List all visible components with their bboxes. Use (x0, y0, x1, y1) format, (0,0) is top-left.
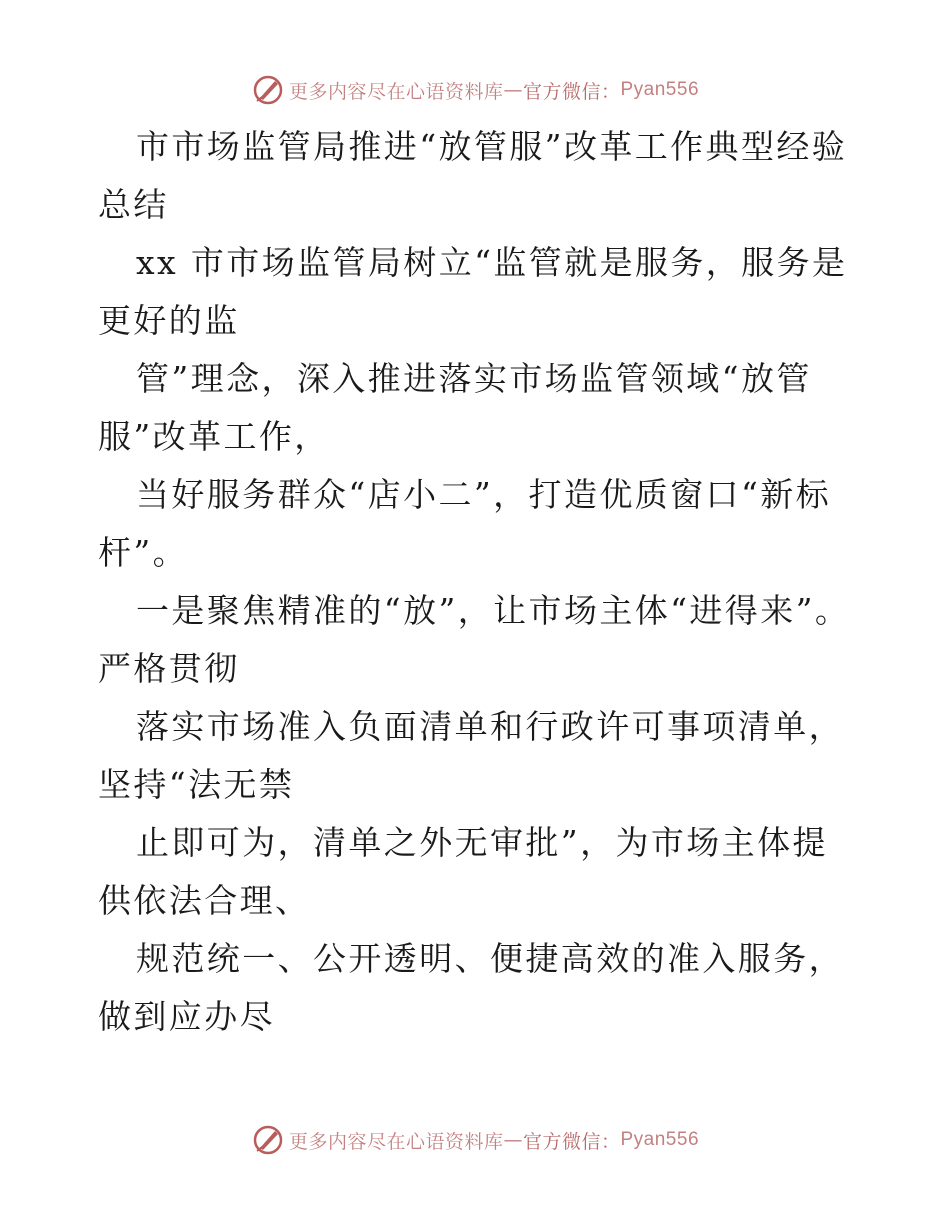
quill-logo-icon (251, 1123, 285, 1157)
watermark-account: Pyan556 (620, 1129, 700, 1150)
paragraph: 规范统一、公开透明、便捷高效的准入服务，做到应办尽 (98, 939, 844, 1036)
footer-watermark (0, 1120, 950, 1160)
paragraph: 止即可为，清单之外无审批”，为市场主体提供依法合理、 (98, 823, 828, 920)
paragraph: xx 市市场监管局树立“监管就是服务，服务是更好的监 (98, 243, 848, 340)
watermark-separator: — (503, 79, 523, 101)
paragraph: 当好服务群众“店小二”，打造优质窗口“新标杆”。 (98, 475, 832, 572)
header-watermark (0, 70, 950, 110)
paragraph-title: 市市场监管局推进“放管服”改革工作典型经验总结 (98, 127, 848, 224)
watermark-brand: 更多内容尽在心语资料库 (288, 1130, 504, 1153)
watermark-wechat-label: 官方微信： (522, 80, 621, 103)
watermark-wechat-label: 官方微信： (522, 1130, 621, 1153)
watermark-brand: 更多内容尽在心语资料库 (288, 80, 504, 103)
watermark-separator: — (503, 1129, 523, 1151)
paragraph: 落实市场准入负面清单和行政许可事项清单，坚持“法无禁 (98, 707, 844, 804)
paragraph: 管”理念，深入推进落实市场监管领域“放管服”改革工作， (98, 359, 812, 456)
quill-logo-icon (251, 73, 285, 107)
watermark-account: Pyan556 (620, 79, 700, 100)
paragraph: 一是聚焦精准的“放”，让市场主体“进得来”。严格贯彻 (98, 591, 851, 688)
document-body (98, 118, 858, 1046)
